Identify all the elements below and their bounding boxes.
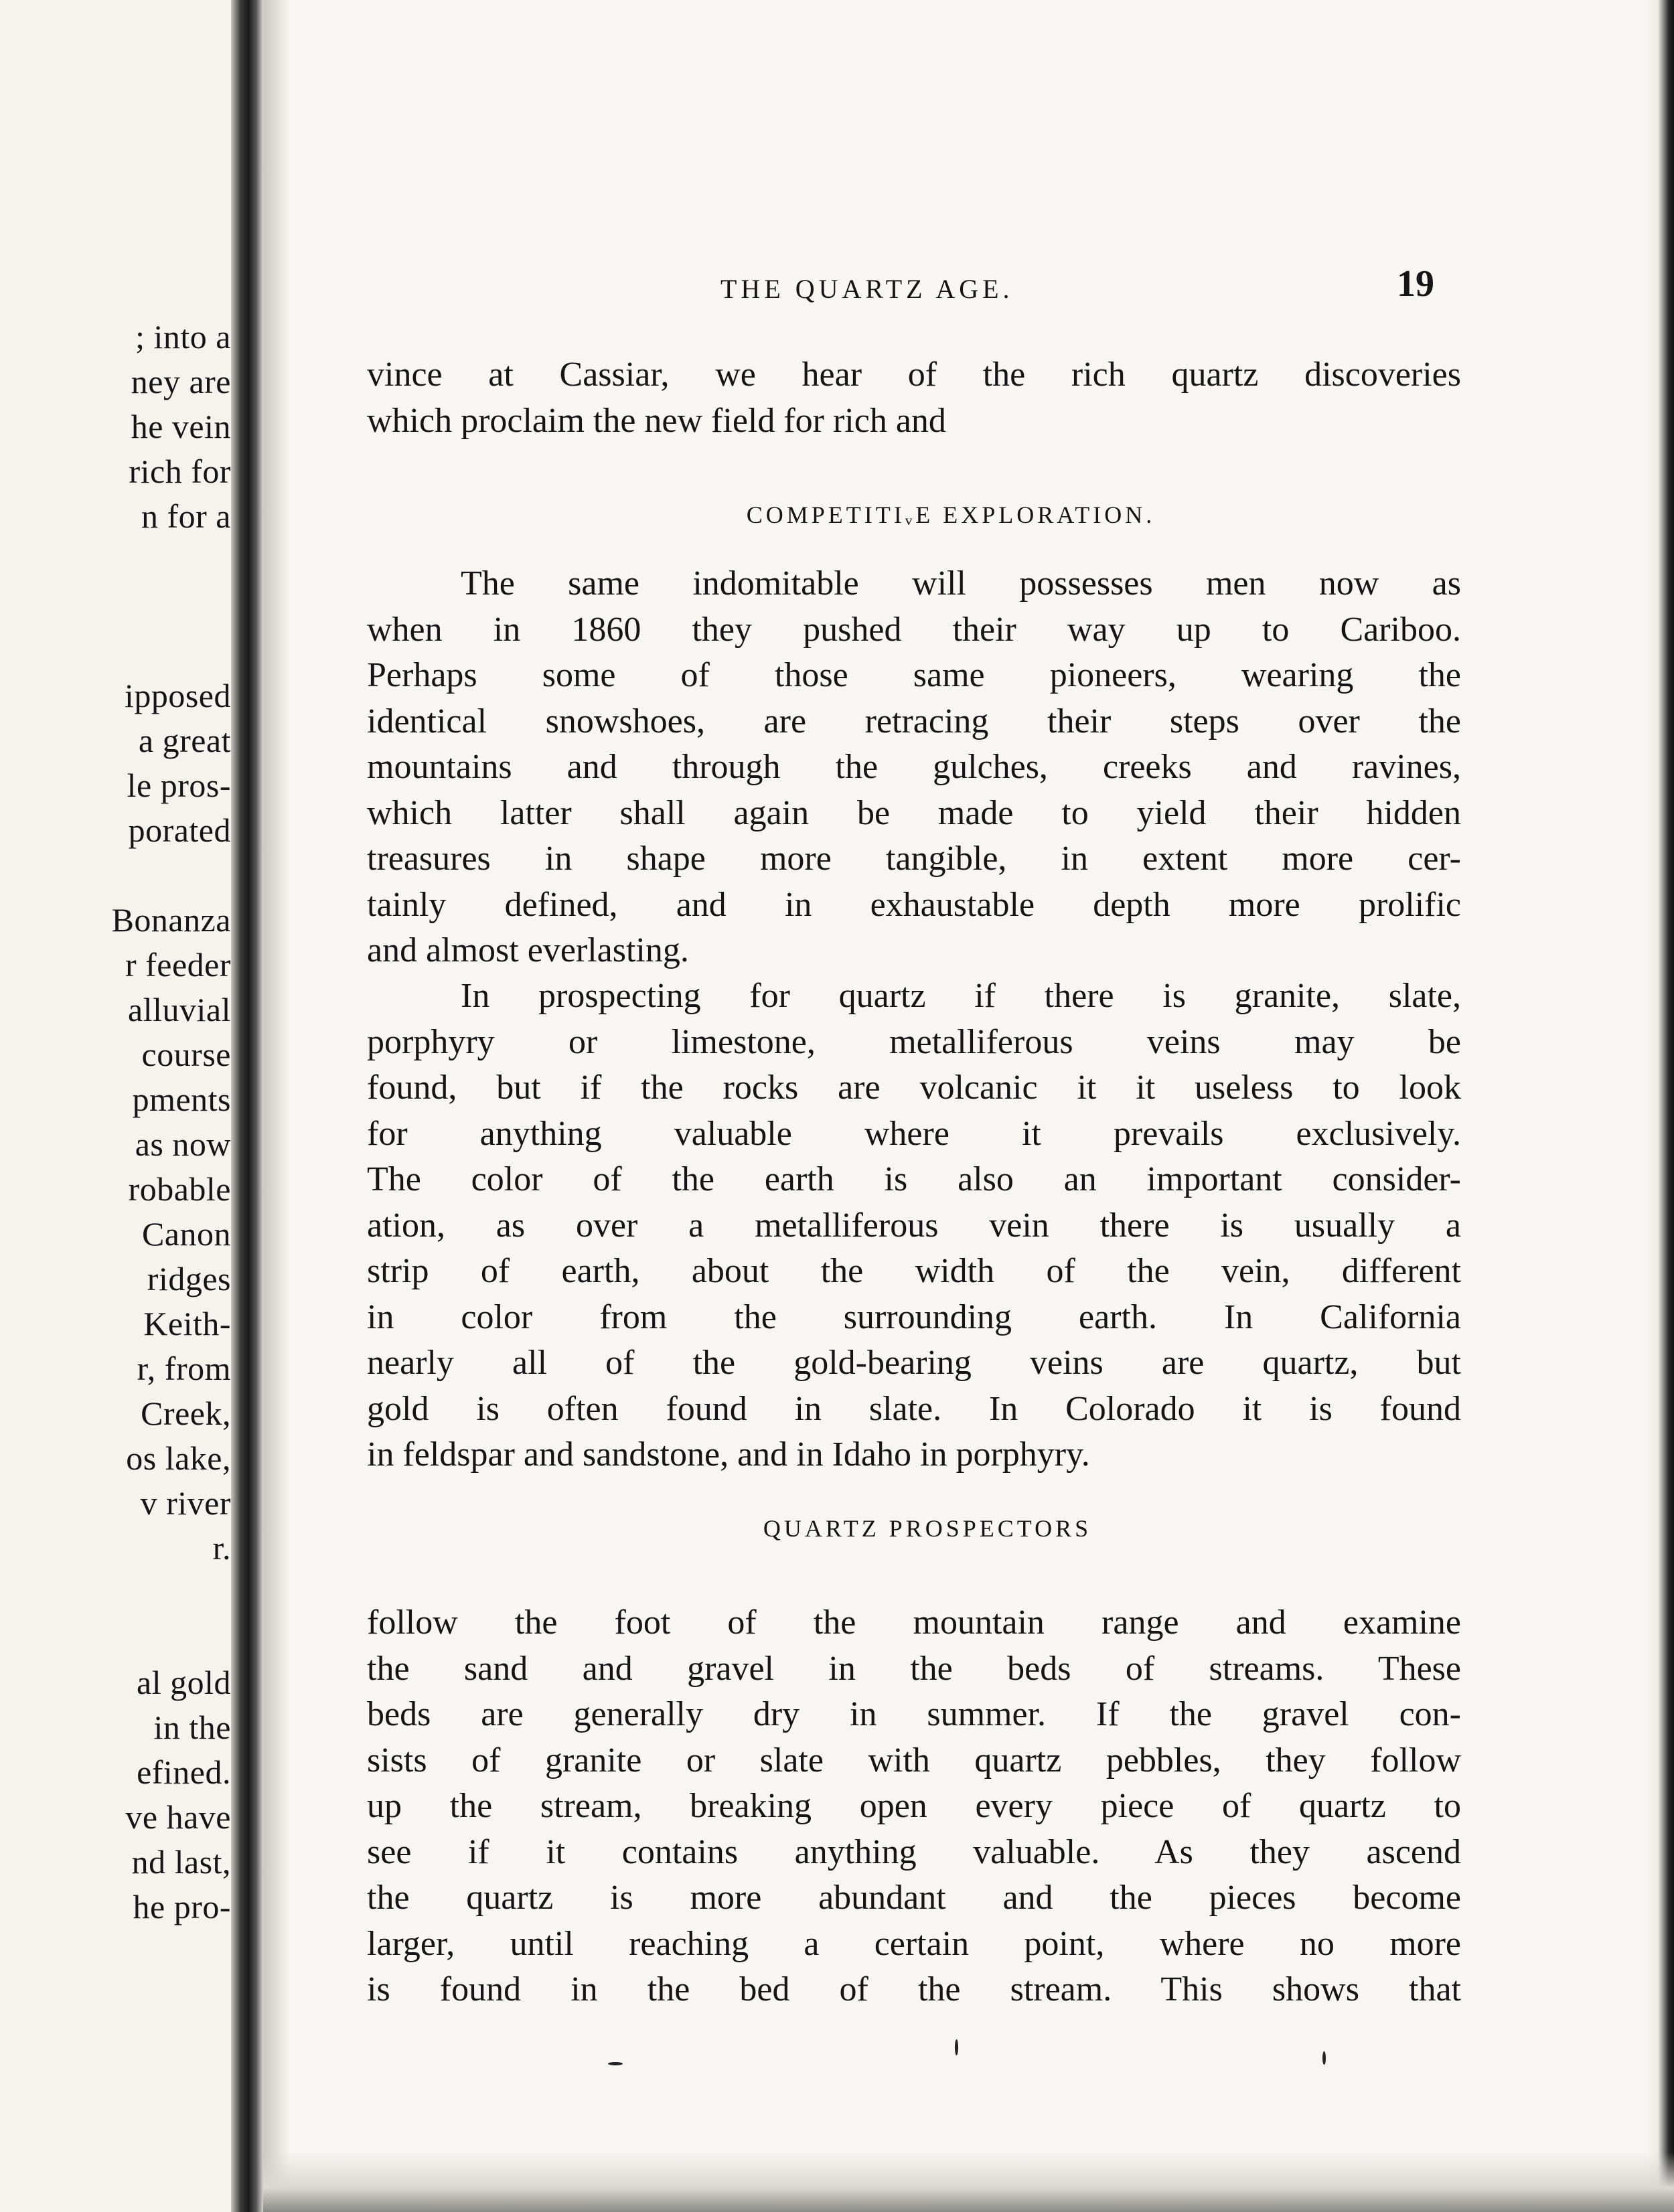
left-page-line: ipposed (124, 677, 231, 714)
text-line: for anything valuable where it prevails exclusively. (367, 1114, 1461, 1153)
text-line: identical snowshoes, are retracing their steps over the (367, 702, 1461, 740)
text-line: vince at Cassiar, we hear of the rich quartz discoveries (367, 356, 1461, 394)
left-page-line: Keith- (143, 1305, 231, 1342)
text-line: the quartz is more abundant and the pieces become (367, 1879, 1461, 1917)
text-line: In prospecting for quartz if there is granite, slate, (461, 977, 1461, 1015)
left-page-line: Canon (141, 1215, 231, 1253)
scan-speck (955, 2039, 958, 2055)
text-line: ation, as over a metalliferous vein there is usually a (367, 1206, 1461, 1245)
section-heading-competitive-exploration: COMPETITIᵥE EXPLORATION. (746, 501, 1156, 528)
left-page-line: efined. (137, 1753, 231, 1791)
text-line: gold is often found in slate. In Colorado it is found (367, 1389, 1461, 1428)
text-line: nearly all of the gold-bearing veins are quartz, but (367, 1344, 1461, 1382)
text-line: the sand and gravel in the beds of streams. These (367, 1649, 1461, 1688)
paragraph-competitive-exploration (367, 561, 1461, 974)
left-page-line: course (141, 1036, 231, 1073)
left-page-line: r, from (137, 1350, 231, 1387)
text-line: found, but if the rocks are volcanic it it useless to look (367, 1069, 1461, 1107)
text-line: when in 1860 they pushed their way up to Cariboo. (367, 610, 1461, 649)
left-page-line: r feeder (125, 946, 231, 983)
text-line: The same indomitable will possesses men now as (461, 564, 1461, 603)
scan-speck (1322, 2051, 1326, 2065)
scan-speck (608, 2062, 623, 2065)
left-page-line: ; into a (135, 318, 231, 356)
text-line: Perhaps some of those same pioneers, wearing the (367, 656, 1461, 694)
text-line: is found in the bed of the stream. This shows that (367, 1970, 1461, 2008)
text-line: strip of earth, about the width of the vein, different (367, 1252, 1461, 1290)
section-heading-quartz-prospectors: QUARTZ PROSPECTORS (763, 1515, 1092, 1542)
page-edge-shadow (1647, 0, 1674, 2212)
text-line: sists of granite or slate with quartz pebbles, they follow (367, 1741, 1461, 1780)
left-page-line: os lake, (126, 1439, 231, 1477)
text-line: and almost everlasting. (367, 931, 689, 969)
left-page-line: Creek, (141, 1395, 231, 1432)
text-line: up the stream, breaking open every piece of quartz to (367, 1787, 1461, 1825)
text-line: in feldspar and sandstone, and in Idaho in porphyry. (367, 1435, 1090, 1474)
text-line: treasures in shape more tangible, in extent more cer- (367, 840, 1461, 878)
left-page-line: le pros- (127, 767, 231, 804)
left-page-line: v river (140, 1484, 231, 1522)
left-page-line: al gold (137, 1664, 231, 1701)
text-line: follow the foot of the mountain range and examine (367, 1603, 1461, 1642)
left-page-line: ney are (131, 363, 231, 400)
left-page-line: porated (128, 811, 231, 849)
intro-paragraph (367, 352, 1461, 444)
text-line: in color from the surrounding earth. In California (367, 1297, 1461, 1336)
left-page-line: pments (132, 1081, 231, 1118)
running-header: THE QUARTZ AGE. (720, 274, 1014, 304)
left-page-line: robable (128, 1170, 231, 1208)
text-line: tainly defined, and in exhaustable depth more prolific (367, 885, 1461, 924)
text-line: mountains and through the gulches, creeks and ravines, (367, 748, 1461, 786)
left-page-line: ve have (125, 1798, 231, 1836)
text-line: larger, until reaching a certain point, where no more (367, 1924, 1461, 1963)
left-facing-page (0, 0, 231, 2212)
paragraph-quartz-prospectors (367, 1600, 1461, 2013)
page-number: 19 (1397, 263, 1434, 305)
left-page-line: ridges (147, 1260, 231, 1297)
gutter-shadow (263, 0, 290, 2212)
left-page-line: nd last, (131, 1843, 231, 1881)
left-page-line: n for a (141, 497, 231, 535)
book-gutter (231, 0, 263, 2212)
text-line: beds are generally dry in summer. If the gravel con- (367, 1695, 1461, 1733)
text-line: see if it contains anything valuable. As they ascend (367, 1832, 1461, 1871)
bottom-edge-shadow (263, 2152, 1674, 2212)
left-page-line: rich for (129, 453, 231, 490)
left-page-line: Bonanza (111, 901, 231, 939)
left-page-line: he vein (131, 408, 231, 445)
left-page-line: he pro- (133, 1888, 231, 1925)
text-line: which latter shall again be made to yield their hidden (367, 793, 1461, 832)
left-page-line: a great (138, 722, 231, 759)
left-page-line: r. (212, 1529, 231, 1567)
text-line: The color of the earth is also an important consider- (367, 1160, 1461, 1198)
text-line: which proclaim the new field for rich and (367, 401, 946, 440)
text-line: porphyry or limestone, metalliferous veins may be (367, 1022, 1461, 1061)
left-page-line: as now (135, 1125, 231, 1163)
paragraph-prospecting-rocks (367, 973, 1461, 1478)
left-page-line: in the (153, 1709, 231, 1746)
left-page-line: alluvial (128, 991, 231, 1028)
